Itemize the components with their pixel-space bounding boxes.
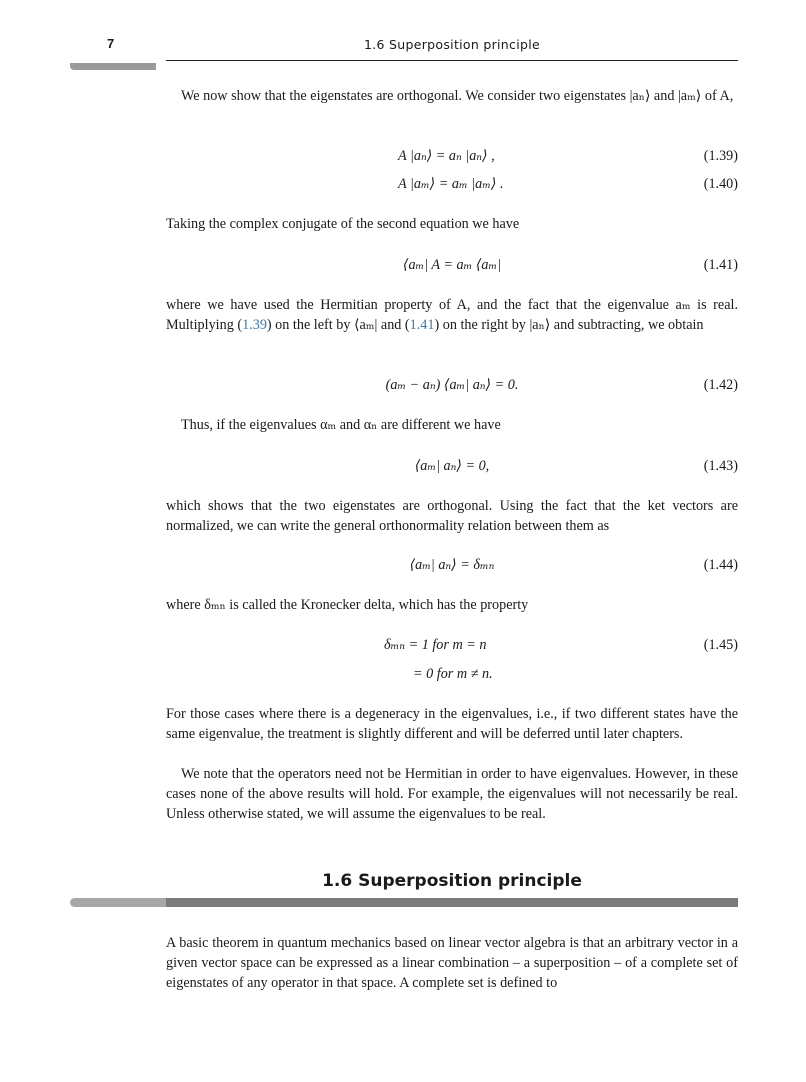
- equation-expression: ⟨aₘ| A = aₘ ⟨aₘ|: [402, 257, 502, 273]
- paragraph-text: where we have used the Hermitian property of A, and the fact that the eigenvalue aₘ is real. Multiplying (: [166, 297, 738, 333]
- page-number: 7: [107, 36, 115, 51]
- section-heading: 1.6 Superposition principle: [322, 871, 582, 891]
- equation-link-1-39[interactable]: 1.39: [242, 317, 267, 333]
- paragraph-degeneracy: For those cases where there is a degeneracy in the eigenvalues, i.e., if two different states have the same eigenvalue, the treatment is slightly different and will be deferred until later chapters.: [166, 706, 738, 742]
- equation-expression: δₘₙ = 1 for m = n: [384, 637, 487, 653]
- equation-expression: ⟨aₘ| aₙ⟩ = δₘₙ: [409, 557, 495, 573]
- paragraph-hermitian-property: [166, 295, 738, 335]
- equation-number: (1.45): [703, 637, 738, 653]
- equation-number: (1.39): [703, 148, 738, 164]
- equation-number: (1.41): [703, 257, 738, 273]
- paragraph-orthonormality: which shows that the two eigenstates are orthogonal. Using the fact that the ket vectors are normalized, we can write the general orthonormality relation between them as: [166, 498, 738, 534]
- paragraph-text: ) on the right by |aₙ⟩ and subtracting, we obtain: [434, 317, 704, 333]
- paragraph-text: ) on the left by ⟨aₘ| and (: [266, 317, 410, 333]
- equation-1-45: [166, 635, 738, 655]
- equation-expression: ⟨aₘ| aₙ⟩ = 0,: [414, 458, 490, 474]
- section-rule-bar: [166, 898, 738, 907]
- equation-number: (1.40): [703, 176, 738, 192]
- equation-number: (1.42): [703, 377, 738, 393]
- equation-1-40: [166, 174, 738, 194]
- equation-1-45-case-2: [166, 664, 738, 684]
- equation-number: (1.44): [703, 557, 738, 573]
- equation-expression: = 0 for m ≠ n.: [413, 666, 493, 682]
- header-accent-bar: [70, 63, 156, 70]
- equation-1-41: [166, 255, 738, 275]
- equation-number: (1.43): [703, 458, 738, 474]
- equation-expression: (aₘ − aₙ) ⟨aₘ| aₙ⟩ = 0.: [385, 377, 519, 393]
- header-rule: [166, 60, 738, 61]
- paragraph-kronecker-delta: where δₘₙ is called the Kronecker delta, which has the property: [166, 597, 529, 613]
- equation-expression: A |aₘ⟩ = aₘ |aₘ⟩ .: [398, 176, 504, 192]
- paragraph-superposition-theorem: A basic theorem in quantum mechanics based on linear vector algebra is that an arbitrary vector in a given vector space can be expressed as a linear combination – a superposition – of a complete set of eigenstates of any operator in that space. A complete set is defined to: [166, 935, 738, 991]
- paragraph-text: We note that the operators need not be Hermitian in order to have eigenvalues. However, in these cases none of the above results will hold. For example, the eigenvalues will not necessarily be real. Unless otherwise stated, we will assume the eigenvalues to be real.: [166, 766, 738, 822]
- equation-1-42: [166, 375, 738, 395]
- paragraph-text: We now show that the eigenstates are orthogonal. We consider two eigenstates |aₙ⟩ and |aₘ⟩ of A,: [181, 88, 734, 104]
- paragraph-text: Thus, if the eigenvalues αₘ and αₙ are different we have: [181, 417, 501, 433]
- section-accent-bar: [70, 898, 166, 907]
- equation-expression: A |aₙ⟩ = aₙ |aₙ⟩ ,: [398, 148, 495, 164]
- paragraph-orthogonality-intro: [166, 86, 738, 106]
- equation-1-44: [166, 555, 738, 575]
- paragraph-complex-conjugate: Taking the complex conjugate of the second equation we have: [166, 216, 520, 232]
- running-title: 1.6 Superposition principle: [364, 37, 540, 52]
- equation-link-1-41[interactable]: 1.41: [409, 317, 435, 333]
- paragraph-non-hermitian: [166, 764, 738, 824]
- equation-1-43: [166, 456, 738, 476]
- paragraph-eigenvalues-different: [166, 415, 738, 435]
- equation-1-39: [166, 146, 738, 166]
